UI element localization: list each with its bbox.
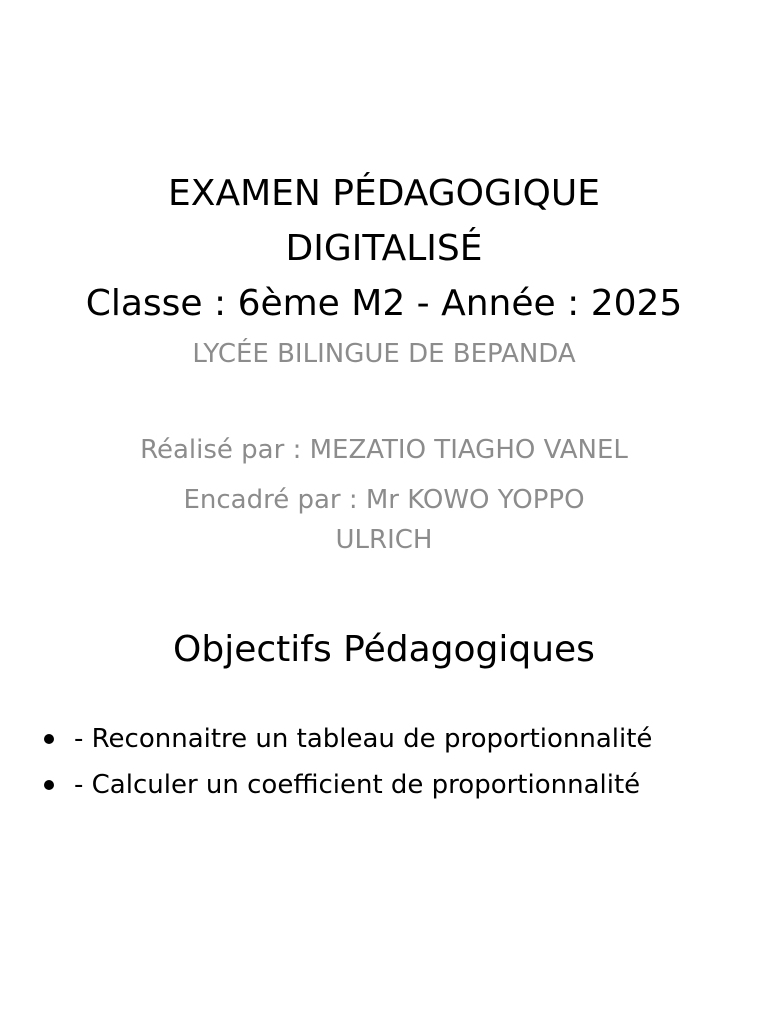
title-line-3: Classe : 6ème M2 - Année : 2025 xyxy=(85,283,683,324)
objectives-list xyxy=(40,716,740,808)
list-item xyxy=(40,716,740,762)
objective-text: - Reconnaitre un tableau de proportionnalité xyxy=(74,724,653,754)
title-line-1: EXAMEN PÉDAGOGIQUE xyxy=(168,173,600,214)
slide-subtitle xyxy=(100,336,668,560)
bullet-icon xyxy=(44,780,54,790)
author-line: Réalisé par : MEZATIO TIAGHO VANEL xyxy=(140,435,628,465)
list-item xyxy=(40,762,740,808)
supervisor-line-2: ULRICH xyxy=(335,525,433,555)
school-name: LYCÉE BILINGUE DE BEPANDA xyxy=(192,339,576,369)
title-line-2: DIGITALISÉ xyxy=(285,228,483,269)
supervisor-line-1: Encadré par : Mr KOWO YOPPO xyxy=(183,485,585,515)
objective-text: - Calculer un coefficient de proportionnalité xyxy=(74,770,641,800)
supervisor-line xyxy=(100,480,668,560)
slide-title xyxy=(40,166,728,331)
objectives-heading: Objectifs Pédagogiques xyxy=(173,629,595,670)
bullet-icon xyxy=(44,734,54,744)
